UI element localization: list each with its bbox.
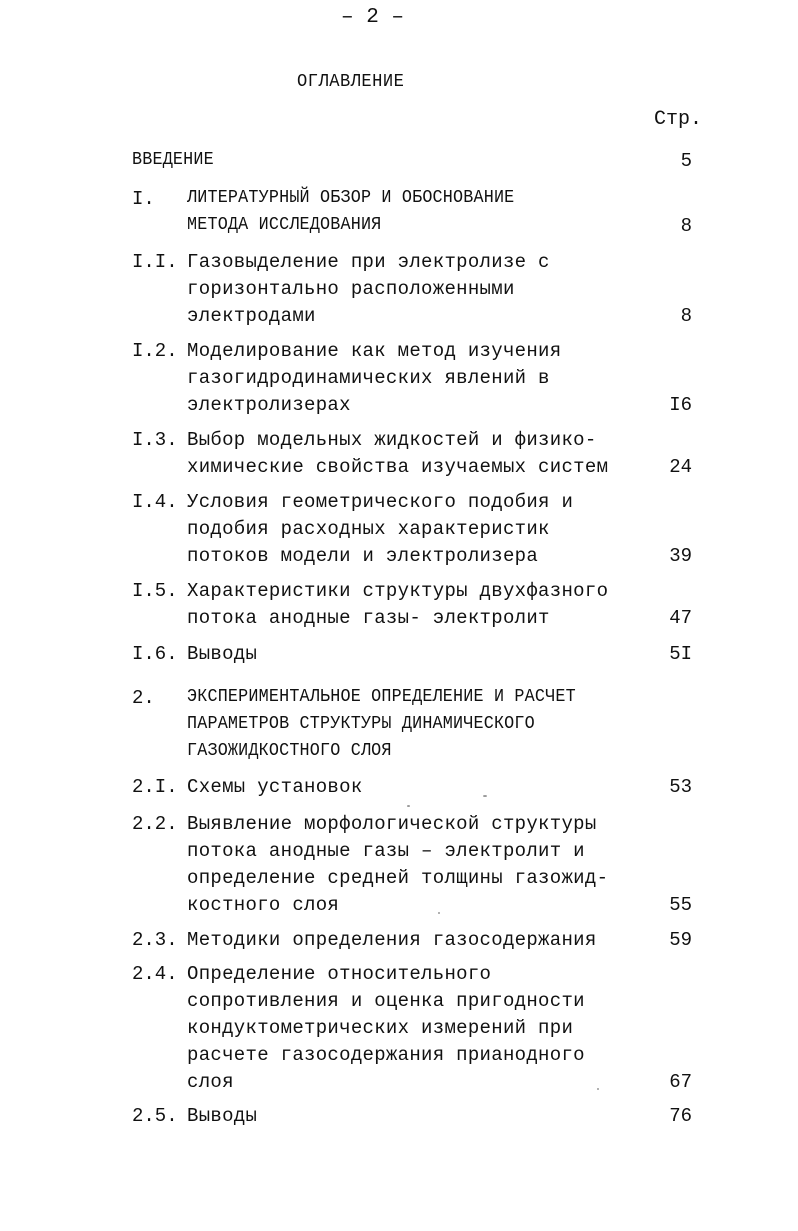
- toc-entry-page: 5I: [669, 643, 692, 665]
- toc-entry-line: газогидродинамических явлений в: [187, 367, 550, 389]
- toc-entry-line: ЭКСПЕРИМЕНТАЛЬНОЕ ОПРЕДЕЛЕНИЕ И РАСЧЕТ: [187, 687, 576, 707]
- document-title: ОГЛАВЛЕНИЕ: [297, 72, 405, 92]
- scan-speck: [407, 805, 410, 807]
- toc-entry-line: горизонтально расположенными: [187, 278, 515, 300]
- toc-entry-line: подобия расходных характеристик: [187, 518, 550, 540]
- toc-entry-number: I.3.: [132, 429, 178, 451]
- toc-entry-line: потоков модели и электролизера: [187, 545, 539, 567]
- scan-speck: [438, 912, 440, 914]
- toc-entry-number: I.6.: [132, 643, 178, 665]
- toc-entry-line: ПАРАМЕТРОВ СТРУКТУРЫ ДИНАМИЧЕСКОГО: [187, 714, 535, 734]
- toc-entry-number: 2.4.: [132, 963, 178, 985]
- toc-entry-page: 24: [669, 456, 692, 478]
- toc-entry-page: 8: [680, 305, 692, 327]
- toc-entry-page: 8: [680, 215, 692, 237]
- toc-entry-line: Выбор модельных жидкостей и физико-: [187, 429, 597, 451]
- toc-entry-line: потока анодные газы – электролит и: [187, 840, 585, 862]
- toc-entry-line: слоя: [187, 1071, 234, 1093]
- toc-entry-line: кондуктометрических измерений при: [187, 1017, 574, 1039]
- toc-entry-line: Выявление морфологической структуры: [187, 813, 597, 835]
- toc-entry-line: Выводы: [187, 643, 258, 665]
- toc-entry-line: ЛИТЕРАТУРНЫЙ ОБЗОР И ОБОСНОВАНИЕ: [187, 188, 515, 208]
- page-number: – 2 –: [341, 6, 405, 29]
- toc-entry-line: Условия геометрического подобия и: [187, 491, 574, 513]
- scan-speck: [483, 795, 487, 797]
- toc-entry-number: I.4.: [132, 491, 178, 513]
- toc-entry-page: 76: [669, 1105, 692, 1127]
- toc-entry-line: МЕТОДА ИССЛЕДОВАНИЯ: [187, 215, 382, 235]
- toc-entry-page: 67: [669, 1071, 692, 1093]
- toc-entry-line: сопротивления и оценка пригодности: [187, 990, 585, 1012]
- toc-entry-line: ГАЗОЖИДКОСТНОГО СЛОЯ: [187, 741, 392, 761]
- toc-entry-line: электролизерах: [187, 394, 351, 416]
- toc-entry-line: костного слоя: [187, 894, 340, 916]
- toc-entry-number: 2.I.: [132, 776, 178, 798]
- toc-entry-line: Выводы: [187, 1105, 258, 1127]
- toc-entry-number: 2.5.: [132, 1105, 178, 1127]
- toc-entry-line: определение средней толщины газожид-: [187, 867, 609, 889]
- toc-entry-line: Определение относительного: [187, 963, 492, 985]
- toc-entry-line: Характеристики структуры двухфазного: [187, 580, 609, 602]
- toc-entry-number: I.I.: [132, 251, 178, 273]
- toc-entry-page: I6: [669, 394, 692, 416]
- toc-entry-line: Моделирование как метод изучения: [187, 340, 562, 362]
- toc-entry-page: 53: [669, 776, 692, 798]
- scan-speck: [597, 1088, 599, 1090]
- toc-entry-number: I.5.: [132, 580, 178, 602]
- toc-entry-page: 55: [669, 894, 692, 916]
- toc-entry-line: химические свойства изучаемых систем: [187, 456, 609, 478]
- toc-entry-line: расчете газосодержания прианодного: [187, 1044, 585, 1066]
- toc-entry-page: 5: [680, 150, 692, 172]
- toc-entry-page: 59: [669, 929, 692, 951]
- toc-entry-line: электродами: [187, 305, 316, 327]
- toc-entry-number: 2.: [132, 687, 155, 709]
- toc-entry-number: 2.3.: [132, 929, 178, 951]
- toc-entry-number: 2.2.: [132, 813, 178, 835]
- toc-entry-number: I.2.: [132, 340, 178, 362]
- toc-entry-page: 47: [669, 607, 692, 629]
- toc-entry-line: потока анодные газы- электролит: [187, 607, 550, 629]
- toc-entry-page: 39: [669, 545, 692, 567]
- toc-entry-line: ВВЕДЕНИЕ: [132, 150, 214, 170]
- toc-entry-line: Методики определения газосодержания: [187, 929, 597, 951]
- toc-entry-line: Схемы установок: [187, 776, 363, 798]
- toc-entry-line: Газовыделение при электролизе с: [187, 251, 550, 273]
- page-column-header: Стр.: [654, 108, 703, 131]
- toc-entry-number: I.: [132, 188, 155, 210]
